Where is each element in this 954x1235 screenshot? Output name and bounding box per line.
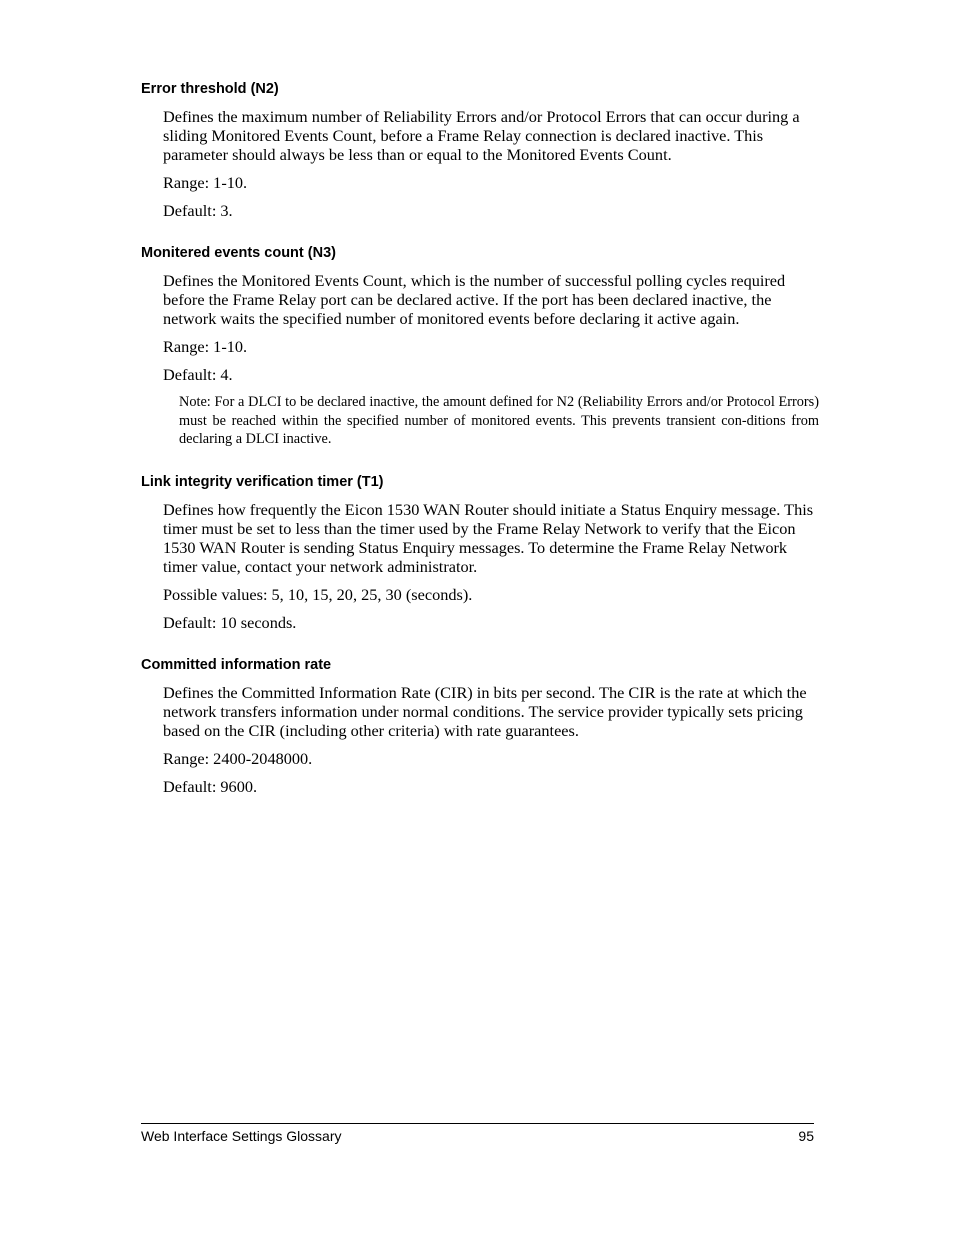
section-heading: Monitered events count (N3) [141,245,336,261]
default-text: Default: 4. [163,365,233,384]
footer-divider [141,1123,814,1124]
section-heading: Error threshold (N2) [141,81,279,97]
section-heading: Committed information rate [141,656,332,673]
section-paragraph: Defines the Committed Information Rate (CIR) in bits per second. The CIR is the rate at which the network transfers information under normal conditions. The service provider typically sets pricing based on the CIR (including other criteria) with rate guarantees. [163,682,807,740]
range-text: Range: 1-10. [163,173,248,192]
section-heading: Link integrity verification timer (T1) [141,473,384,490]
section-committed-information-rate [141,656,821,796]
possible-values-text: Possible values: 5, 10, 15, 20, 25, 30 (seconds). [163,584,473,604]
range-text: Range: 1-10. [163,337,248,356]
section-link-integrity-timer [141,473,821,632]
default-text: Default: 10 seconds. [163,612,297,632]
section-paragraph: Defines the Monitored Events Count, which is the number of successful polling cycles required before the Frame Relay port can be declared active. If the port has been declared inactive, the network waits the specified number of monitored events before declaring it active again. [163,271,786,328]
page-content [141,80,821,820]
default-text: Default: 3. [163,201,233,220]
note-text: Note: For a DLCI to be declared inactive, the amount defined for N2 (Reliability Errors and/or Protocol Errors) must be reached within the specified number of monitored events. This prevents transient con-ditions from declaring a DLCI inactive. [179,394,819,447]
page-number: 95 [798,1128,814,1144]
section-monitored-events-count [141,244,821,449]
section-error-threshold [141,80,821,220]
footer-title: Web Interface Settings Glossary [141,1128,342,1144]
section-paragraph: Defines how frequently the Eicon 1530 WAN Router should initiate a Status Enquiry message. This timer must be set to less than the timer used by the Frame Relay Network to verify that the Eicon 1530 WAN Router is sending Status Enquiry messages. To determine the Frame Relay Network timer value, contact your network administrator. [163,499,814,576]
section-paragraph: Defines the maximum number of Reliability Errors and/or Protocol Errors that can occur during a sliding Monitored Events Count, before a Frame Relay connection is declared inactive. This parameter should always be less than or equal to the Monitored Events Count. [163,107,800,164]
default-text: Default: 9600. [163,776,258,796]
range-text: Range: 2400-2048000. [163,748,313,768]
